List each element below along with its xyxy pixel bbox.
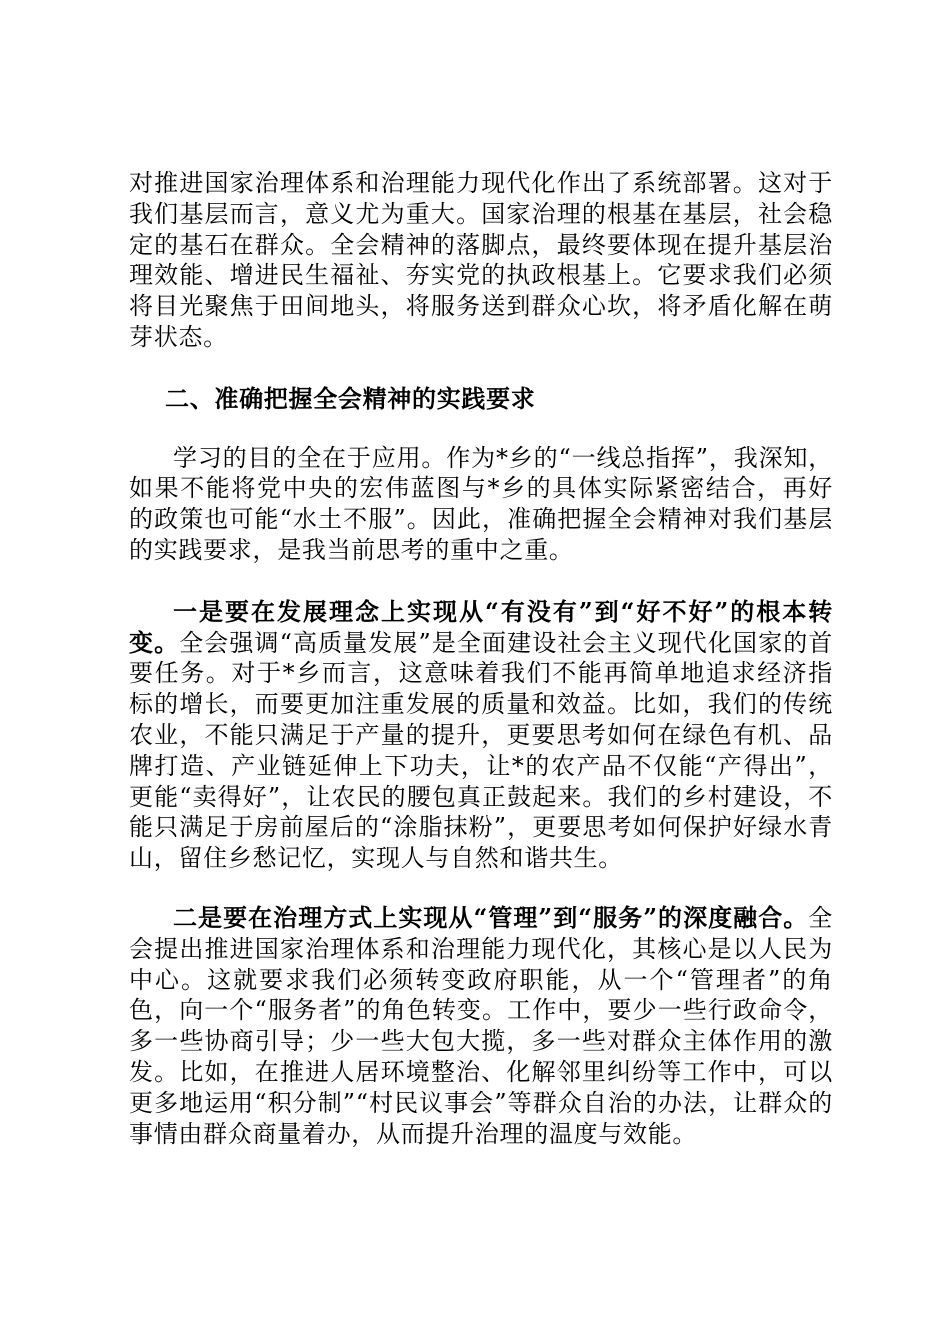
document-body <box>129 168 833 1149</box>
point-one-lead: 一是要在发展理念上实现从“有没有”到“好不好”的根本转变。 <box>129 596 833 657</box>
paragraph-practice-intro: 学习的目的全在于应用。作为*乡的“一线总指挥”，我深知，如果不能将党中央的宏伟蓝图与*乡的具体实际紧密结合，再好的政策也可能“水土不服”。因此，准确把握全会精神对我们基层的实践要求，是我当前思考的重中之重。 <box>129 443 833 564</box>
paragraph-spacer <box>129 566 833 597</box>
paragraph-continued: 对推进国家治理体系和治理能力现代化作出了系统部署。这对于我们基层而言，意义尤为重大。国家治理的根基在基层，社会稳定的基石在群众。全会精神的落脚点，最终要体现在提升基层治理效能、增进民生福祉、夯实党的执政根基上。它要求我们必须将目光聚焦于田间地头，将服务送到群众心坎，将矛盾化解在萌芽状态。 <box>129 169 833 351</box>
point-one-body: 全会强调“高质量发展”是全面建设社会主义现代化国家的首要任务。对于*乡而言，这意味着我们不能再简单地追求经济指标的增长，而要更加注重发展的质量和效益。比如，我们的传统农业，不能只满足于产量的提升，更要思考如何在绿色有机、品牌打造、产业链延伸上下功夫，让*的农产品不仅能“产得出”，更能“卖得好”，让农民的腰包真正鼓起来。我们的乡村建设，不能只满足于房前屋后的“涂脂抹粉”，更要思考如何保护好绿水青山，留住乡愁记忆，实现人与自然和谐共生。 <box>129 628 833 873</box>
point-two-lead: 二是要在治理方式上实现从“管理”到“服务”的深度融合。 <box>173 902 809 932</box>
paragraph-point-one <box>129 597 833 874</box>
paragraph-spacer <box>129 353 833 384</box>
paragraph-spacer <box>129 415 833 443</box>
paragraph-point-two <box>129 903 833 1149</box>
point-two-body: 全会提出推进国家治理体系和治理能力现代化，其核心是以人民为中心。这就要求我们必须转变政府职能，从一个“管理者”的角色，向一个“服务者”的角色转变。工作中，要少一些行政命令，多一些协商引导；少一些大包大揽，多一些对群众主体作用的激发。比如，在推进人居环境整治、化解邻里纠纷等工作中，可以更多地运用“积分制”“村民议事会”等群众自治的办法，让群众的事情由群众商量着办，从而提升治理的温度与效能。 <box>129 903 833 1148</box>
section-heading: 二、准确把握全会精神的实践要求 <box>165 383 536 413</box>
paragraph-spacer <box>129 874 833 903</box>
